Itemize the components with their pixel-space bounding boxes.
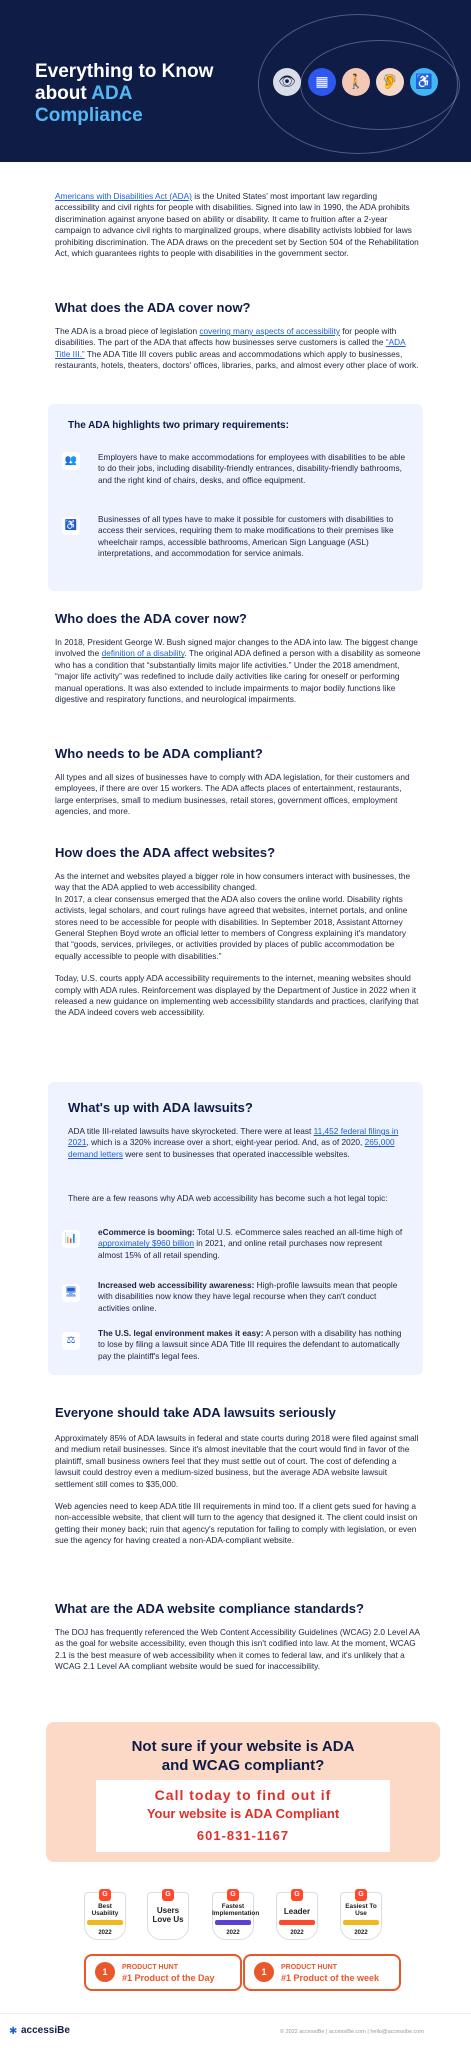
wheelchair-icon: ♿ (62, 517, 80, 535)
section-text: In 2018, President George W. Bush signed major changes to the ADA into law. The biggest change involved the definition of a disability. The original ADA defined a person with a disability as someone who has a condition that “substantially limits major life activities.” Under the 2018 amendment, “major life activity” was redefined to include daily activities like caring for oneself or performing manual operations. It was also extended to include impairments to major bodily functions like digestive and respiratory functions, and neurological impairments. (55, 637, 421, 705)
section-title: What are the ADA website compliance standards? (55, 1601, 364, 1616)
federal-filings-link[interactable]: 11,452 federal filings in 2021 (68, 1126, 399, 1148)
list-item: Businesses of all types have to make it possible for customers with disabilities to access their services, requiring them to make modifications to their premises like wheelchair ramps, accessible bathrooms, American Sign Language (ASL) interpretations, and accommodation for service animals. (98, 514, 394, 559)
list-item: eCommerce is booming: Total U.S. eCommerce sales reached an all-time high of approximately $960 billion in 2021, and online retail purchases now represent almost 15% of all retail spending. (98, 1227, 403, 1260)
g2-badge: G Fastest Implementation 2022 (212, 1892, 254, 1940)
cta-line: Call today to find out if (154, 1787, 332, 1803)
medal-icon: 1 (254, 1962, 274, 1982)
footer-links[interactable]: © 2022 accessiBe | accessiBe.com | hello@accessibe.com (280, 2029, 424, 2035)
eye-icon: 👁 (273, 68, 301, 96)
ada-title-iii-link[interactable]: “ADA Title III.” (55, 337, 406, 359)
medal-icon: 1 (95, 1962, 115, 1982)
box-title: What's up with ADA lawsuits? (68, 1100, 253, 1115)
disability-definition-link[interactable]: definition of a disability (101, 648, 185, 659)
g2-badge: G Best Usability 2022 (84, 1892, 126, 1940)
lawsuits-box (48, 1082, 423, 1375)
section-text: The DOJ has frequently referenced the Web Content Accessibility Guidelines (WCAG) 2.0 Level AA as the goal for website accessibility, even though this isn't codified into law. At the moment, WCAG 2.1 is the best measure of web accessibility when it comes to federal law, and it's unlikely that a WCAG 2.1 Level AA compliant website would be sued for inaccessibility. (55, 1627, 420, 1672)
g2-badge: G Easiest To Use 2022 (340, 1892, 382, 1940)
hero-banner (0, 0, 471, 162)
footer (0, 2013, 471, 2048)
demand-letters-link[interactable]: 265,000 demand letters (68, 1137, 395, 1159)
cta-line: Your website is ADA Compliant (146, 1806, 340, 1821)
cta-banner (46, 1722, 440, 1862)
monitor-icon: 🖥 (62, 1284, 80, 1302)
section-title: Who needs to be ADA compliant? (55, 746, 263, 761)
section-text: All types and all sizes of businesses have to comply with ADA legislation, for their customers and employees, if there are over 15 workers. The ADA affects places of entertainment, restaurants, large enterprises, small to medium businesses, retail stores, government offices, employment agencies, and more. (55, 772, 410, 817)
section-title: What does the ADA cover now? (55, 300, 251, 315)
section-title: Everyone should take ADA lawsuits seriously (55, 1405, 336, 1420)
chart-icon: 📊 (62, 1230, 80, 1248)
footer-logo: accessiBe (21, 2025, 70, 2036)
intro-paragraph: Americans with Disabilities Act (ADA) is the United States' most important law regarding accessibility and civil rights for people with disabilities. Signed into law in 1990, the ADA prohibits discrimination against anyone based on ability or disability. It came to fruition after a 2-year campaign to advance civil rights to marginalized groups, where disability activists lobbied for laws prohibiting discrimination. The ADA draws on the precedent set by Section 504 of the Rehabilitation Act, which guarantees rights to people with disabilities in the government sector. (55, 191, 419, 259)
product-hunt-badge: 1 PRODUCT HUNT #1 Product of the week (243, 1954, 401, 1991)
box-text: ADA title III-related lawsuits have skyrocketed. There were at least 11,452 federal filings in 2021, which is a 320% increase over a short, eight-year period. And, as of 2020, 265,000 demand letters were sent to businesses that operated inaccessible websites. (68, 1126, 399, 1159)
page-title: Everything to Know about ADA Compliance (35, 61, 214, 126)
cta-heading: Not sure if your website is ADA and WCAG compliant? (131, 1738, 355, 1774)
logo-mark-icon: ✱ (9, 2026, 18, 2037)
section-text: The ADA is a broad piece of legislation covering many aspects of accessibility for people with disabilities. The part of the ADA that affects how businesses serve customers is called the “ADA Title III.” The ADA Title III covers public areas and accommodations which apply to businesses, restaurants, hotels, theaters, doctors' offices, libraries, parks, and almost every other place of work. (55, 326, 419, 371)
list-item: Employers have to make accommodations for employees with disabilities to be able to do their jobs, including disability-friendly entrances, disability-friendly bathrooms, and the right kind of chairs, desks, and office equipment. (98, 452, 406, 485)
section-title: Who does the ADA cover now? (55, 611, 247, 626)
phone-number[interactable]: 601-831-1167 (196, 1828, 290, 1843)
wheelchair-icon: ♿ (410, 68, 438, 96)
requirements-box (48, 404, 423, 591)
list-item: The U.S. legal environment makes it easy: A person with a disability has nothing to lose by filing a lawsuit since ADA Title III requires the defendant to automatically pay the plaintiff's legal fees. (98, 1328, 402, 1361)
box-text: There are a few reasons why ADA web accessibility has become such a hot legal topic: (68, 1193, 388, 1203)
hearing-icon: 🦻 (376, 68, 404, 96)
section-title: How does the ADA affect websites? (55, 845, 276, 860)
list-item: Increased web accessibility awareness: High-profile lawsuits mean that people with disabilities now know they have legal recourse when they can't conduct activities online. (98, 1280, 398, 1313)
g2-badge: G Users Love Us (147, 1892, 189, 1940)
product-hunt-badge: 1 PRODUCT HUNT #1 Product of the Day (84, 1954, 242, 1991)
box-heading: The ADA highlights two primary requirements: (68, 420, 289, 431)
ada-link[interactable]: Americans with Disabilities Act (ADA) (55, 191, 192, 201)
ecommerce-sales-link[interactable]: approximately $960 billion (98, 1238, 194, 1249)
grid-icon: ▦ (308, 68, 336, 96)
scales-icon: ⚖ (62, 1332, 80, 1350)
cta-callout (96, 1780, 390, 1852)
accessibility-aspects-link[interactable]: covering many aspects of accessibility (199, 326, 341, 336)
people-icon: 👥 (62, 452, 80, 470)
section-text: Approximately 85% of ADA lawsuits in federal and state courts during 2018 were filed against small and medium retail businesses. Since it's almost inevitable that the court would find in favor of the plaintiff, small business owners feel that they must settle out of court. The cost of defending a lawsuit could destroy even a medium-sized business, but the average ADA website lawsuit settlement still comes to $35,000. Web agencies need to keep ADA title III requirements in mind too. If a client gets sued for having a non-accessible website, that client will turn to the agency that designed it. The client could insist on getting their money back; ruin that agency's reputation for failing to comply with legislation, or even sue the agency for having created a non-ADA-compliant website. (55, 1433, 419, 1546)
g2-badge: G Leader 2022 (276, 1892, 318, 1940)
walking-person-icon: 🚶 (342, 68, 370, 96)
section-text: As the internet and websites played a bigger role in how consumers interact with businesses, the way that the ADA applied to web accessibility changed. In 2017, a clear consensus emerged that the ADA also covers the online world. Disability rights activists, legal scholars, and court rulings have agreed that websites, internet portals, and online stores need to be accessible for people with disabilities. In September 2018, Assistant Attorney General Stephen Boyd wrote an official letter to members of Congress explaining it's mandatory that “goods, services, privileges, or activities provided by places of public accommodation be equally accessible to people with disabilities.” Today, U.S. courts apply ADA accessibility requirements to the internet, meaning websites should comply with ADA rules. Reinforcement was displayed by the Department of Justice in 2022 when it released a new guidance on implementing web accessibility standards and practices, clarifying that the ADA indeed covers web accessibility. (55, 871, 419, 1018)
